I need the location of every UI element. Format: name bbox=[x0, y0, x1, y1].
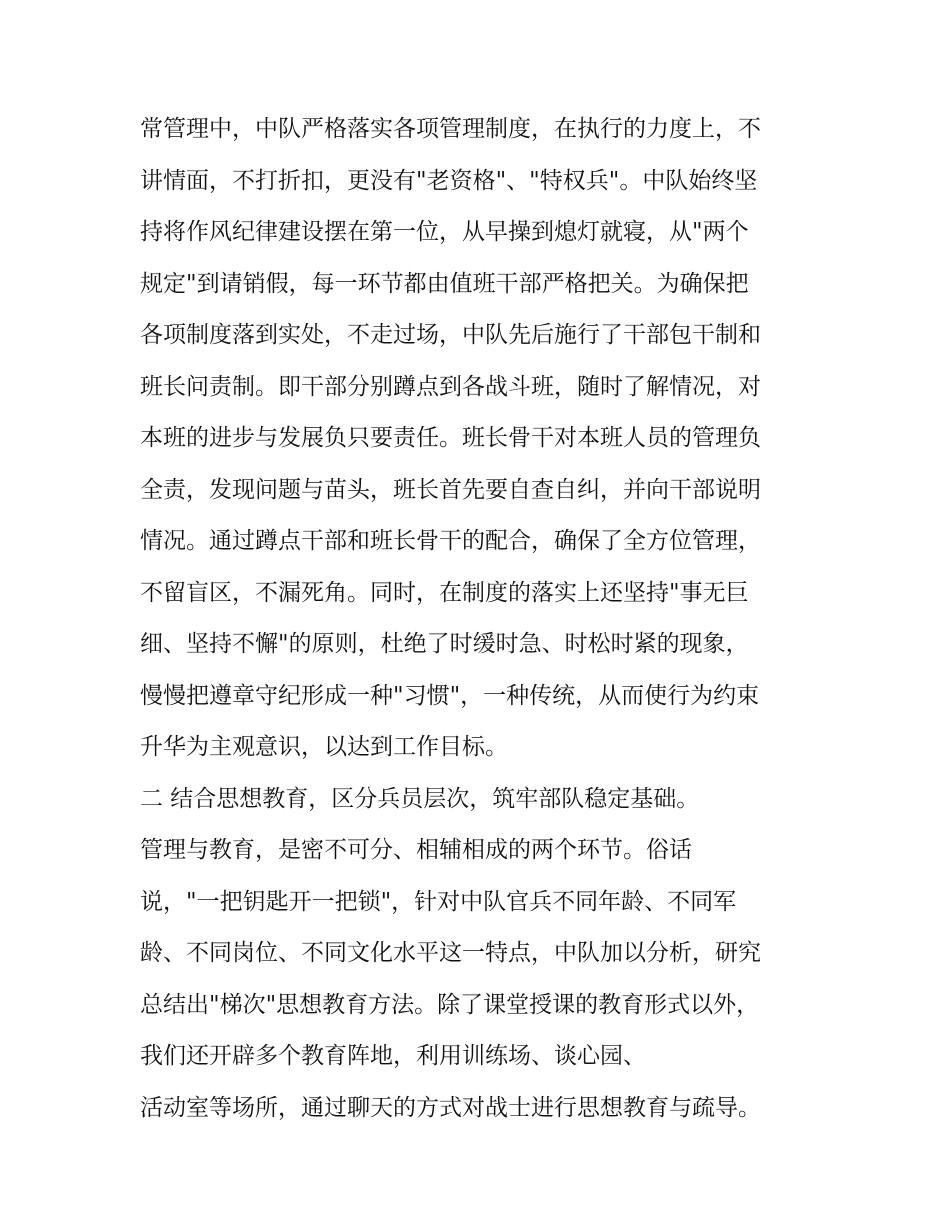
text-line: 不留盲区，不漏死角。同时，在制度的落实上还坚持"事无巨 bbox=[140, 579, 749, 606]
text-line: 龄、不同岗位、不同文化水平这一特点，中队加以分析，研究 bbox=[140, 940, 761, 966]
text-line: 各项制度落到实处，不走过场，中队先后施行了干部包干制和 bbox=[140, 322, 761, 348]
text-line: 总结出"梯次"思想教育方法。除了课堂授课的教育形式以外， bbox=[140, 991, 760, 1018]
section-heading: 二 结合思想教育，区分兵员层次，筑牢部队稳定基础。 bbox=[140, 785, 700, 812]
text-line: 班长问责制。即干部分别蹲点到各战斗班，随时了解情况，对 bbox=[140, 373, 761, 400]
text-line: 升华为主观意识，以达到工作目标。 bbox=[140, 734, 508, 760]
text-line: 说，"一把钥匙开一把锁"，针对中队官兵不同年龄、不同军 bbox=[140, 888, 737, 915]
text-line: 我们还开辟多个教育阵地，利用训练场、谈心园、 bbox=[140, 1043, 646, 1069]
text-line: 慢慢把遵章守纪形成一种"习惯"，一种传统，从而使行为约束 bbox=[140, 682, 760, 709]
text-line: 讲情面，不打折扣，更没有"老资格"、"特权兵"。中队始终坚 bbox=[140, 167, 758, 194]
text-line: 本班的进步与发展负只要责任。班长骨干对本班人员的管理负 bbox=[140, 425, 761, 451]
text-line: 细、坚持不懈"的原则，杜绝了时缓时急、时松时紧的现象， bbox=[140, 631, 749, 657]
body-text bbox=[140, 104, 820, 1134]
text-line: 情况。通过蹲点干部和班长骨干的配合，确保了全方位管理， bbox=[140, 528, 761, 554]
text-line: 管理与教育，是密不可分、相辅相成的两个环节。俗话 bbox=[140, 837, 692, 863]
text-line: 持将作风纪律建设摆在第一位，从早操到熄灯就寝，从"两个 bbox=[140, 219, 749, 245]
text-line: 规定"到请销假，每一环节都由值班干部严格把关。为确保把 bbox=[140, 270, 749, 297]
text-line: 常管理中，中队严格落实各项管理制度，在执行的力度上，不 bbox=[140, 116, 761, 142]
text-line: 全责，发现问题与苗头，班长首先要自查自纠，并向干部说明 bbox=[140, 476, 761, 503]
text-line: 活动室等场所，通过聊天的方式对战士进行思想教育与疏导。 bbox=[140, 1094, 761, 1121]
